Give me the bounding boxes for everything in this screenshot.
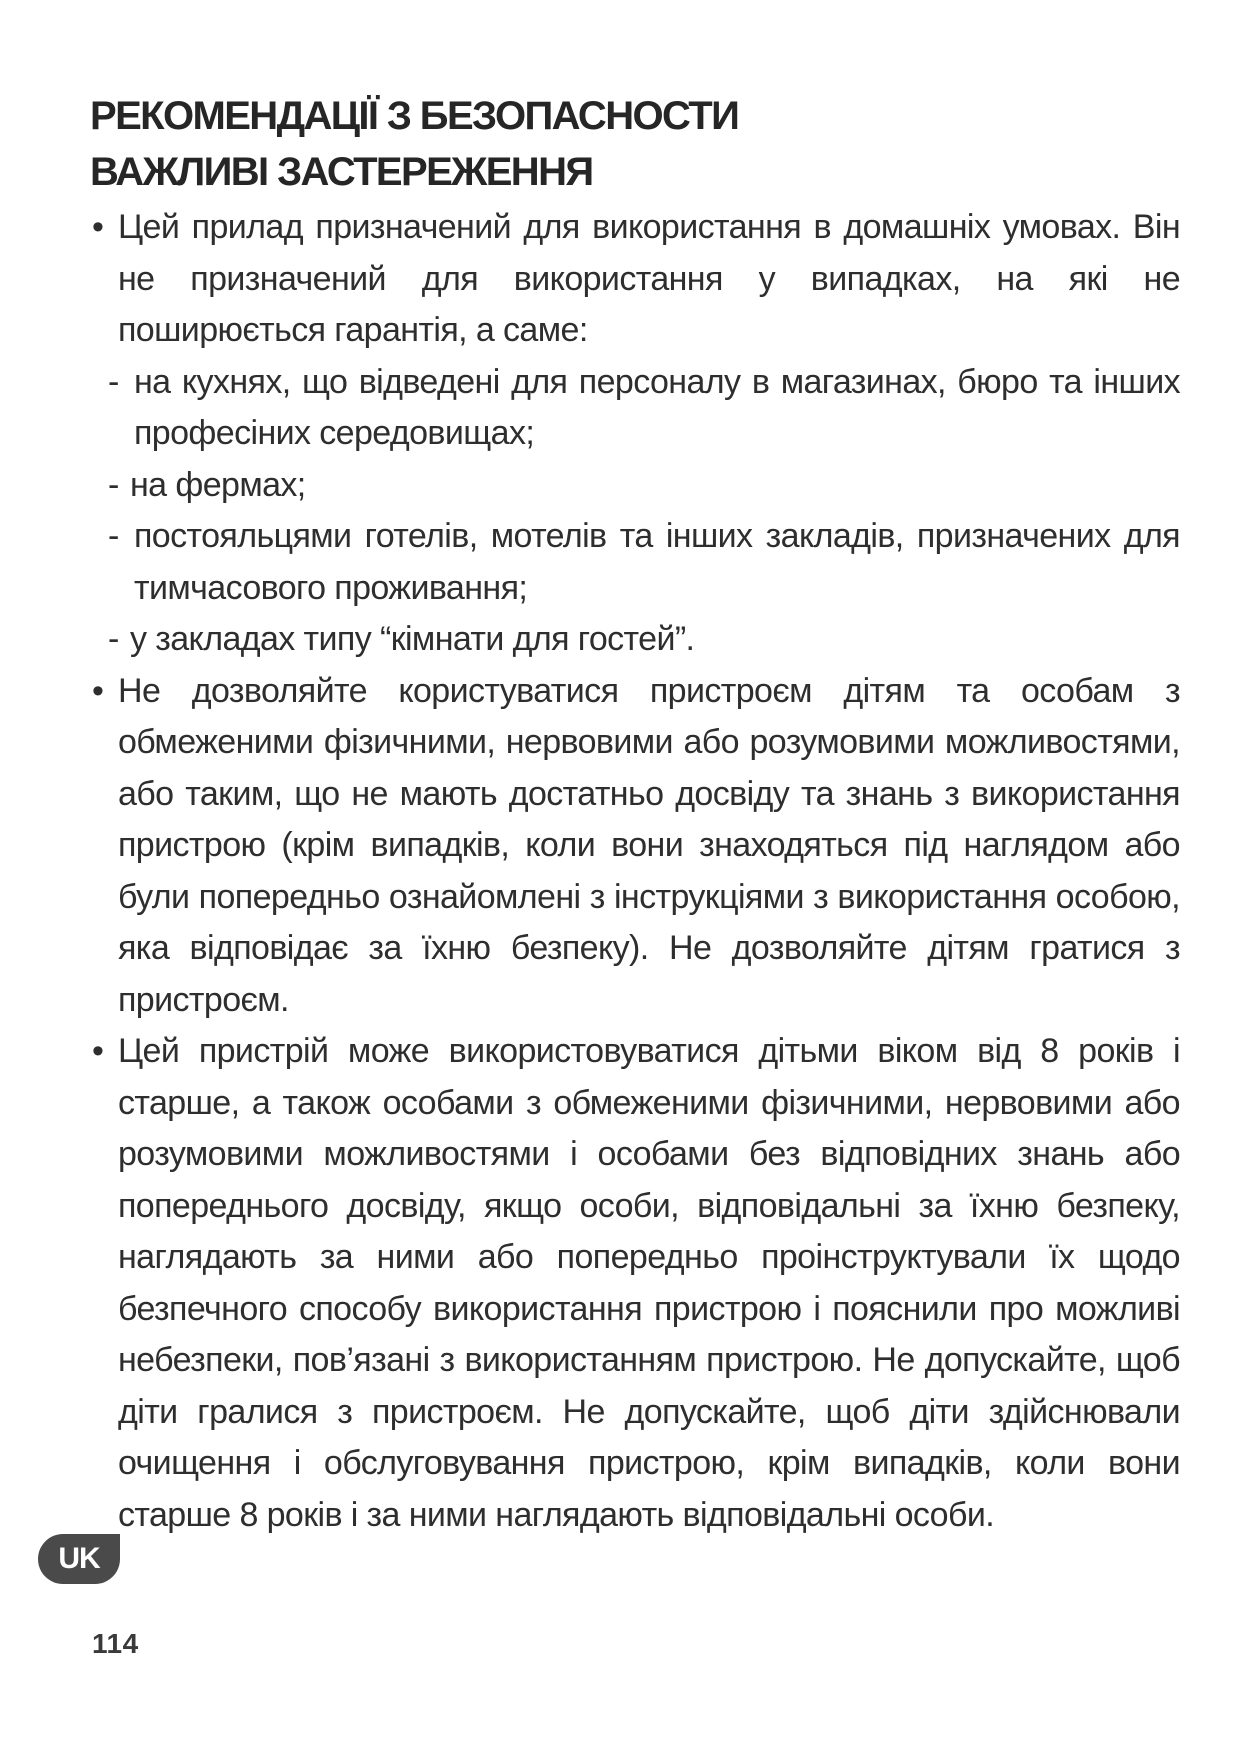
dash-marker: -	[108, 620, 119, 658]
dash-marker: -	[108, 465, 119, 504]
dash-item-guest-rooms	[88, 614, 1176, 666]
dash-text: у закладах типу “кімнати для гостей”.	[130, 620, 695, 658]
bullet-item-household-use	[88, 202, 1180, 357]
dash-marker: -	[108, 517, 119, 555]
dash-text: на фермах;	[130, 465, 306, 504]
bullet-item-children-age-8	[88, 1026, 1180, 1541]
bullet-marker: •	[92, 671, 104, 710]
dash-item-farms	[88, 460, 1176, 512]
section-title: РЕКОМЕНДАЦІЇ З БЕЗОПАСНОСТИ	[90, 94, 739, 138]
dash-text: на кухнях, що відведені для персоналу в магазинах, бюро та інших професіних середовищах;	[134, 362, 1180, 452]
bullet-marker: •	[92, 1032, 104, 1070]
dash-item-staff-kitchens	[88, 357, 1180, 460]
bullet-text: Цей пристрій може використовуватися дітьми віком від 8 років і старше, а також особами з обмеженими фізичними, нервовими або розумовими можливостями і особами без відповідних знань або попереднього досвіду, якщо особи, відповідальні за їхню безпеку, наглядають за ними або попередньо проінструктували їх щодо безпечного способу використання пристрою і пояснили про можливі небезпеки, пов’язані з використанням пристрою. Не допускайте, щоб діти гралися з пристроєм. Не допускайте, щоб діти здійснювали очищення і обслуговування пристрою, крім випадків, коли вони старше 8 років і за ними наглядають відповідальні особи.	[118, 1032, 1180, 1534]
section-subtitle: ВАЖЛИВІ ЗАСТЕРЕЖЕННЯ	[90, 150, 593, 194]
bullet-text: Не дозволяйте користуватися пристроєм дітям та особам з обмеженими фізичними, нервовими або розумовими можливостями, або таким, що не мають достатньо досвіду та знань з використання пристрою (крім випадків, коли вони знаходяться під наглядом або були попередньо ознайомлені з інструкціями з використання особою, яка відповідає за їхню безпеку). Не дозволяйте дітям гратися з пристроєм.	[118, 671, 1180, 1019]
dash-marker: -	[108, 362, 119, 401]
dash-item-hotels	[88, 511, 1180, 614]
bullet-text: Цей прилад призначений для використання в домашніх умовах. Він не призначений для використання у випадках, на які не поширюється гарантія, а саме:	[118, 208, 1180, 349]
bullet-item-children-restrictions	[88, 666, 1180, 1027]
page-number: 114	[92, 1628, 139, 1659]
safety-instructions	[88, 202, 1208, 1541]
language-badge: UK	[38, 1534, 120, 1584]
dash-text: постояльцями готелів, мотелів та інших закладів, призначених для тимчасового проживання;	[134, 517, 1180, 607]
bullet-marker: •	[92, 208, 104, 246]
